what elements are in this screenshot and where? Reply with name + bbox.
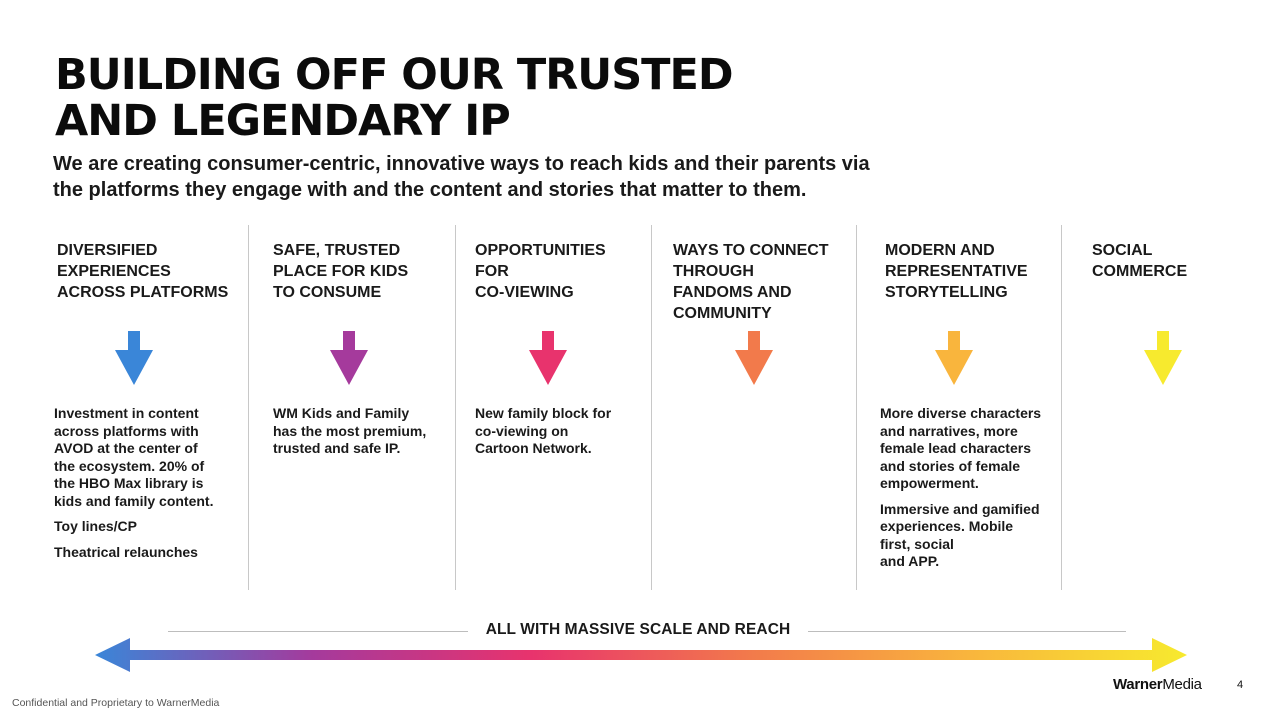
pillar-text-line: across platforms with	[54, 422, 199, 439]
pillar-heading-line: FANDOMS AND	[673, 284, 792, 301]
pillar-text-line: and narratives, more	[880, 422, 1018, 439]
pillar-body	[273, 405, 451, 466]
logo-text-bold: Warner	[1113, 676, 1163, 693]
pillar-heading-line: TO CONSUME	[273, 284, 382, 301]
gradient-arrow-shape	[95, 638, 1187, 672]
pillar-column	[273, 225, 456, 590]
pillar-heading-line: COMMERCE	[1092, 263, 1188, 280]
pillar-column	[1092, 225, 1232, 590]
pillar-text-line: Theatrical relaunches	[54, 543, 198, 560]
pillar-heading-line: STORYTELLING	[885, 284, 1008, 301]
title-line: BUILDING OFF OUR TRUSTED	[55, 50, 733, 100]
pillar-heading-line: WAYS TO CONNECT	[673, 242, 829, 259]
down-arrow-icon	[935, 331, 973, 385]
page-number: 4	[1237, 679, 1244, 691]
pillar-text-line: and APP.	[880, 553, 940, 569]
pillar-heading	[1092, 240, 1232, 282]
pillar-heading	[475, 240, 651, 303]
subtitle-line: the platforms they engage with and the content and stories that matter to them.	[53, 179, 807, 201]
pillar-paragraph	[273, 405, 451, 458]
confidential-notice: Confidential and Proprietary to WarnerMedia	[12, 697, 220, 709]
pillar-text-line: has the most premium,	[273, 422, 427, 439]
pillar-text-line: More diverse characters	[880, 405, 1042, 421]
pillar-body	[475, 405, 647, 466]
pillar-column	[880, 225, 1062, 590]
pillar-paragraph	[54, 544, 244, 562]
pillar-text-line: trusted and safe IP.	[273, 440, 401, 456]
pillar-paragraph	[54, 518, 244, 536]
down-arrow-icon	[1144, 331, 1182, 385]
pillar-text-line: WM Kids and Family	[273, 405, 410, 421]
pillar-text-line: kids and family content.	[54, 492, 214, 509]
pillar-column	[54, 225, 249, 590]
pillar-paragraph	[475, 405, 647, 458]
pillar-heading-line: SAFE, TRUSTED	[273, 242, 401, 259]
pillar-column	[475, 225, 652, 590]
pillar-heading-line: ACROSS PLATFORMS	[57, 284, 229, 301]
pillar-text-line: the ecosystem. 20% of	[54, 457, 205, 474]
pillar-paragraph	[880, 501, 1057, 571]
pillar-text-line: first, social	[880, 535, 954, 552]
pillar-heading-line: COMMUNITY	[673, 305, 772, 322]
pillar-text-line: Toy lines/CP	[54, 518, 137, 534]
pillar-text-line: New family block for	[475, 405, 612, 421]
pillar-heading-line: FOR	[475, 263, 509, 280]
pillar-heading-line: MODERN AND	[885, 242, 995, 259]
pillar-paragraph	[54, 405, 244, 510]
pillar-heading-line: REPRESENTATIVE	[885, 263, 1028, 280]
down-arrow-icon	[330, 331, 368, 385]
pillar-body	[880, 405, 1057, 579]
pillar-heading-line: CO-VIEWING	[475, 284, 574, 301]
pillar-text-line: Cartoon Network.	[475, 440, 592, 456]
pillar-heading-line: OPPORTUNITIES	[475, 242, 606, 259]
title-line: AND LEGENDARY IP	[55, 96, 510, 146]
pillar-paragraph	[880, 405, 1057, 493]
pillar-text-line: experiences. Mobile	[880, 518, 1014, 534]
scale-rule-right	[808, 631, 1126, 632]
pillar-heading-line: EXPERIENCES	[57, 263, 171, 280]
pillar-text-line: the HBO Max library is	[54, 475, 204, 491]
down-arrow-icon	[735, 331, 773, 385]
pillar-heading-line: THROUGH	[673, 263, 754, 280]
double-headed-gradient-arrow-icon	[95, 638, 1187, 672]
warnermedia-logo	[1113, 676, 1202, 693]
pillar-text-line: empowerment.	[880, 475, 979, 491]
pillar-text-line: Investment in content	[54, 405, 199, 421]
pillar-heading	[885, 240, 1061, 303]
pillar-heading	[273, 240, 455, 303]
pillar-body	[54, 405, 244, 569]
pillar-text-line: co-viewing on	[475, 422, 569, 439]
pillar-heading-line: PLACE FOR KIDS	[273, 263, 409, 280]
logo-text-regular: Media	[1162, 676, 1202, 693]
pillar-heading	[673, 240, 856, 324]
subtitle-line: We are creating consumer-centric, innovative ways to reach kids and their parents via	[53, 153, 870, 175]
pillar-text-line: female lead characters	[880, 440, 1031, 456]
pillar-heading-line: DIVERSIFIED	[57, 242, 158, 259]
pillar-column	[673, 225, 857, 590]
scale-label: ALL WITH MASSIVE SCALE AND REACH	[485, 621, 791, 638]
pillar-text-line: Immersive and gamified	[880, 500, 1040, 517]
pillar-heading-line: SOCIAL	[1092, 242, 1153, 259]
slide-subtitle	[53, 151, 933, 203]
down-arrow-icon	[115, 331, 153, 385]
down-arrow-icon	[529, 331, 567, 385]
pillar-text-line: AVOD at the center of	[54, 440, 198, 456]
slide-title	[55, 52, 733, 144]
pillar-heading	[57, 240, 248, 303]
scale-rule-left	[168, 631, 468, 632]
pillar-text-line: and stories of female	[880, 457, 1021, 474]
